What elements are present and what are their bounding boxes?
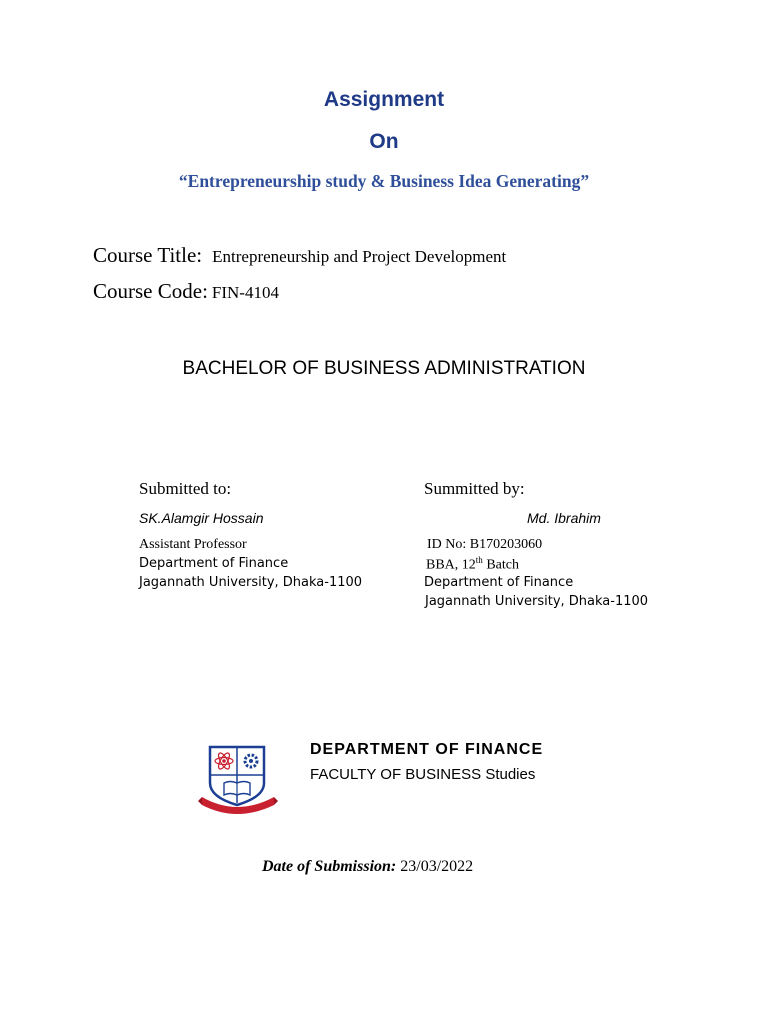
batch-prefix: BBA, 12 [426, 557, 476, 573]
university-logo [198, 743, 278, 815]
submitted-to-designation: Assistant Professor [139, 537, 247, 552]
date-label: Date of Submission: [262, 858, 397, 875]
degree-title: BACHELOR OF BUSINESS ADMINISTRATION [182, 358, 586, 379]
department-name: DEPARTMENT OF FINANCE [310, 741, 544, 758]
course-code-row [93, 279, 279, 304]
submitted-to-university: Jagannath University, Dhaka-1100 [139, 575, 363, 590]
batch-superscript: th [475, 555, 483, 565]
course-title-label: Course Title: [93, 243, 203, 267]
on-title: On [369, 130, 399, 153]
submitted-by-name: Md. Ibrahim [527, 510, 601, 526]
submitted-by-heading: Summitted by: [424, 479, 525, 498]
submitted-by-batch [426, 555, 519, 574]
submitted-by-department: Department of Finance [424, 575, 574, 590]
assignment-title: Assignment [323, 88, 445, 111]
submitted-to-department: Department of Finance [139, 556, 289, 571]
course-title-value: Entrepreneurship and Project Development [212, 247, 507, 266]
assignment-topic: “Entrepreneurship study & Business Idea Generating” [178, 171, 590, 191]
submitted-to-name: SK.Alamgir Hossain [139, 510, 264, 526]
submitted-by-university: Jagannath University, Dhaka-1100 [425, 594, 649, 609]
course-title-row [93, 243, 506, 268]
date-value: 23/03/2022 [396, 858, 474, 875]
university-crest-icon [198, 743, 278, 815]
submitted-to-heading: Submitted to: [139, 479, 232, 498]
submitted-by-id: ID No: B170203060 [427, 537, 543, 552]
course-code-label: Course Code: [93, 279, 208, 303]
batch-suffix: Batch [482, 557, 519, 573]
faculty-name: FACULTY OF BUSINESS Studies [310, 766, 536, 783]
date-of-submission [262, 858, 473, 876]
course-code-value: FIN-4104 [211, 283, 279, 302]
